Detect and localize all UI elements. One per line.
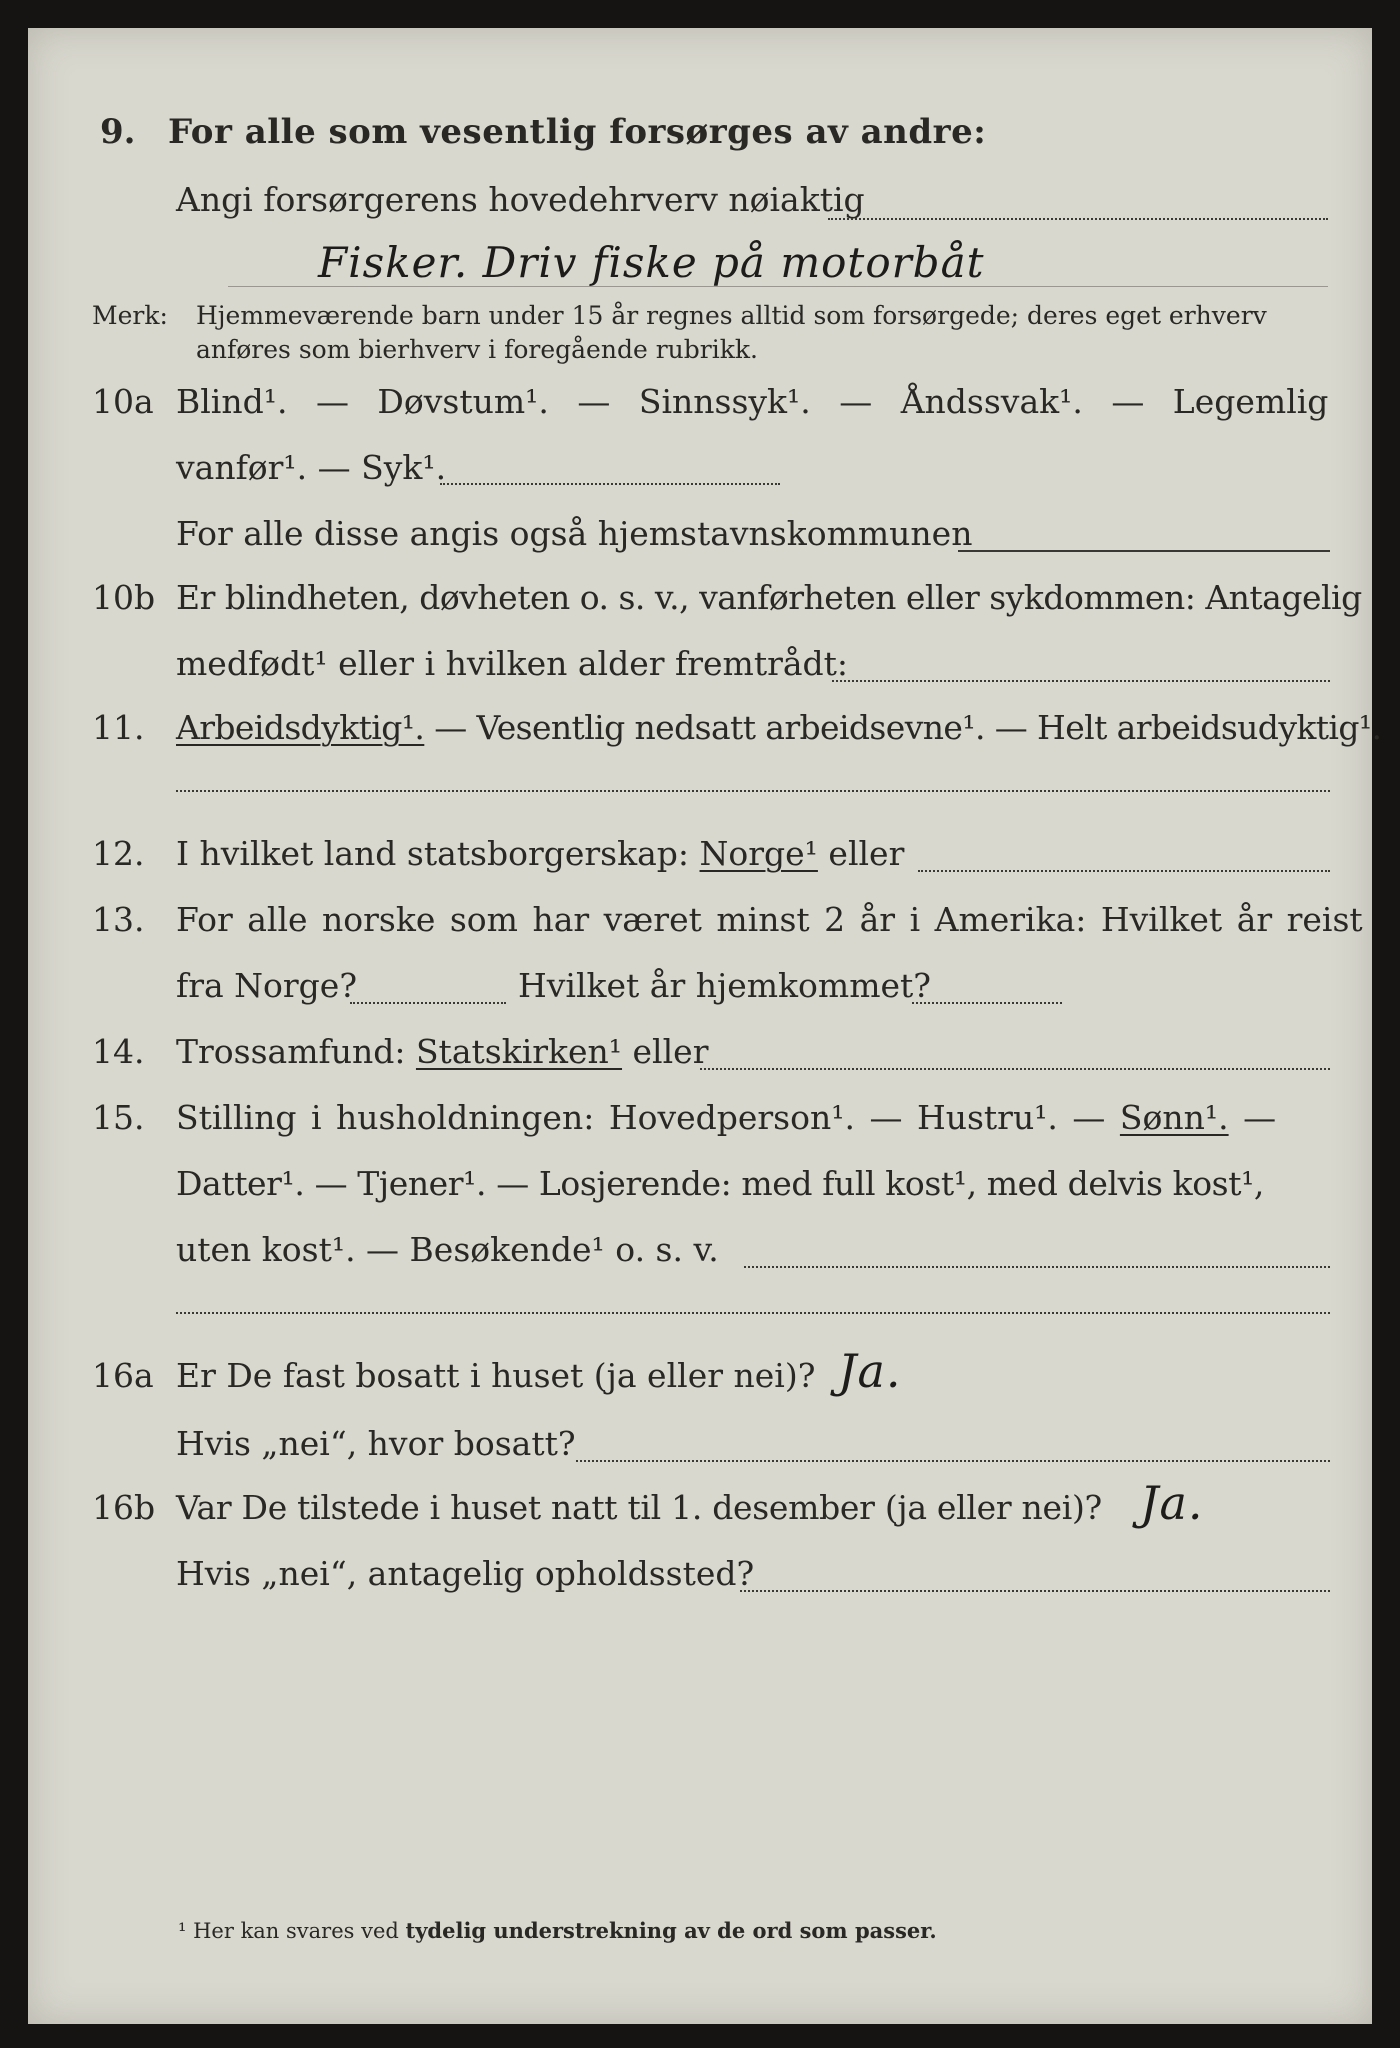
q9-answer-line xyxy=(228,286,1328,287)
q14-answer-dotline xyxy=(700,1068,1330,1070)
q15-line2: Datter¹. — Tjener¹. — Losjerende: med full kost¹, med delvis kost¹, xyxy=(176,1164,1264,1203)
q12-answer-dotline xyxy=(918,870,1330,872)
q16b-number: 16b xyxy=(92,1488,156,1527)
q11-rest: — Vesentlig nedsatt arbeidsevne¹. — Helt arbeidsudyktig¹. xyxy=(434,708,1382,747)
q16a-handwritten-answer: Ja. xyxy=(838,1344,902,1398)
footnote-mark: ¹ xyxy=(178,1919,187,1943)
q10b-number: 10b xyxy=(92,578,156,617)
q14-number: 14. xyxy=(92,1032,145,1071)
q15-line3: uten kost¹. — Besøkende¹ o. s. v. xyxy=(176,1230,719,1269)
footnote xyxy=(178,1918,937,1943)
q14-line xyxy=(176,1032,708,1072)
q14-text: Trossamfund: xyxy=(176,1032,406,1071)
q16b-handwritten-answer: Ja. xyxy=(1140,1476,1204,1530)
q13-number: 13. xyxy=(92,900,145,939)
q15-line1b: — xyxy=(1243,1098,1277,1137)
q15-line1a: Stilling i husholdningen: Hovedperson¹. — Hustru¹. — xyxy=(176,1098,1106,1137)
footnote-text: Her kan svares ved xyxy=(193,1919,399,1943)
q10a-line2-dotline xyxy=(440,483,780,485)
q16b-answer-dotline xyxy=(740,1590,1330,1592)
q9-prompt-dotline xyxy=(828,218,1328,220)
q14-option-statskirken-underlined: Statskirken¹ xyxy=(415,1032,623,1071)
merk-label: Merk: xyxy=(92,301,168,330)
q10b-line2: medfødt¹ eller i hvilken alder fremtrådt: xyxy=(176,644,849,683)
q11-number: 11. xyxy=(92,708,145,747)
footnote-bold-text: tydelig understrekning av de ord som passer. xyxy=(405,1918,937,1943)
q12-number: 12. xyxy=(92,834,145,873)
merk-line2: anføres som bierhverv i foregående rubrikk. xyxy=(196,335,758,364)
q13-hjemkommet-dotline xyxy=(912,1002,1062,1004)
q13-reist-dotline xyxy=(350,1002,506,1004)
q12-option-norge-underlined: Norge¹ xyxy=(699,834,818,873)
q9-title: For alle som vesentlig forsørges av andre: xyxy=(168,112,987,152)
q15-number: 15. xyxy=(92,1098,145,1137)
q16a-answer-dotline xyxy=(576,1460,1330,1462)
q10b-line1: Er blindheten, døvheten o. s. v., vanførheten eller sykdommen: Antagelig xyxy=(176,578,1362,617)
q10a-line1: Blind¹. — Døvstum¹. — Sinnssyk¹. — Åndssvak¹. — Legemlig xyxy=(176,382,1329,421)
q12-tail: eller xyxy=(828,834,905,873)
q15-answer-dotline xyxy=(176,1312,1330,1314)
census-form-page xyxy=(28,28,1382,2024)
q16a-number: 16a xyxy=(92,1356,154,1395)
q13-line2a: fra Norge? xyxy=(176,966,358,1005)
q9-handwritten-answer: Fisker. Driv fiske på motorbåt xyxy=(318,238,985,287)
q10a-line2: vanfør¹. — Syk¹. xyxy=(176,448,447,487)
q13-line1: For alle norske som har været minst 2 år i Amerika: Hvilket år reist xyxy=(176,900,1363,939)
q12-line xyxy=(176,834,904,874)
q16b-line2: Hvis „nei“, antagelig opholdssted? xyxy=(176,1554,755,1593)
q11-line xyxy=(176,708,1381,748)
merk-line1: Hjemmeværende barn under 15 år regnes alltid som forsørgede; deres eget erhverv xyxy=(196,301,1267,330)
q16a-line1: Er De fast bosatt i huset (ja eller nei)? xyxy=(176,1356,816,1395)
q11-answer-dotline xyxy=(176,790,1330,792)
q13-line2b: Hvilket år hjemkommet? xyxy=(518,966,931,1005)
q10a-line3: For alle disse angis også hjemstavnskommunen xyxy=(176,514,973,553)
q12-text: I hvilket land statsborgerskap: xyxy=(176,834,690,873)
q15-option-sonn-underlined: Sønn¹. xyxy=(1119,1098,1229,1137)
q15-line3-dotline xyxy=(744,1266,1330,1268)
q16a-line2: Hvis „nei“, hvor bosatt? xyxy=(176,1424,576,1463)
q10b-answer-dotline xyxy=(832,680,1330,682)
q10a-line3-answer-line xyxy=(958,550,1330,552)
q15-line1 xyxy=(176,1098,1276,1138)
q9-prompt: Angi forsørgerens hovedehrverv nøiaktig xyxy=(176,180,865,219)
q11-option-arbeidsdyktig-underlined: Arbeidsdyktig¹. xyxy=(176,708,425,747)
q14-tail: eller xyxy=(632,1032,709,1071)
q9-number: 9. xyxy=(100,112,136,152)
q16b-line1: Var De tilstede i huset natt til 1. desember (ja eller nei)? xyxy=(176,1488,1102,1527)
q10a-number: 10a xyxy=(92,382,154,421)
